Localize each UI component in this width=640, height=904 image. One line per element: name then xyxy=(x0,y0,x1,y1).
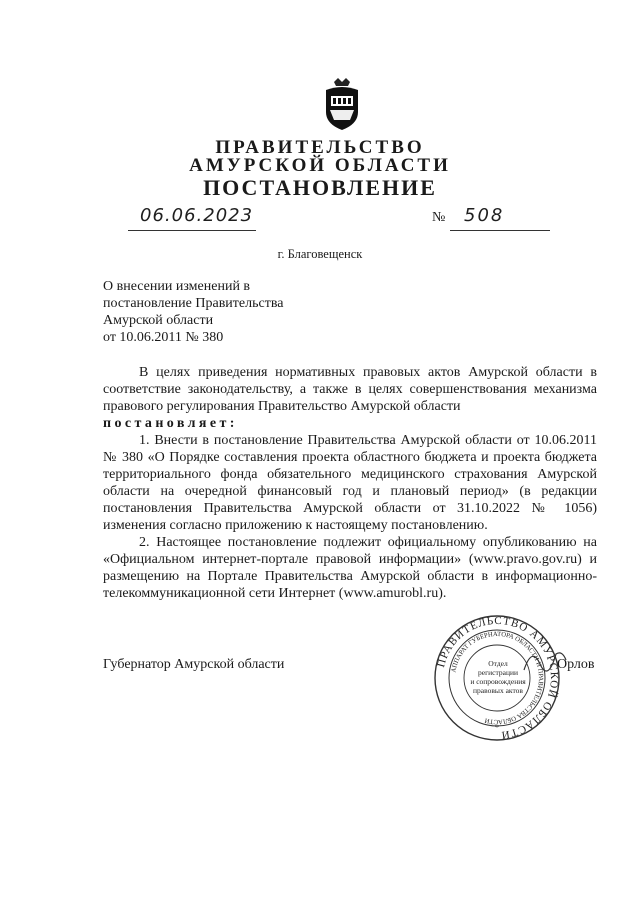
item-1-paragraph: 1. Внести в постановление Правительства Амурской области от 10.06.2011 № 380 «О Порядке составления проекта областного бюджета и проекта бюджета территориального фонда обязательного медицинского страхования Амурской области на очередной финансовый год и плановый период» (в редакции постановления Правительства Амурской области от 31.10.2022 № 1056) изменения согласно приложению к настоящему постановлению. xyxy=(103,433,597,533)
region-title: АМУРСКОЙ ОБЛАСТИ xyxy=(189,155,451,176)
document-number: 508 xyxy=(464,205,505,226)
number-sign: № xyxy=(432,210,446,225)
svg-text:*: * xyxy=(495,723,499,732)
signer-position: Губернатор Амурской области xyxy=(103,657,285,672)
city-line: г. Благовещенск xyxy=(277,247,363,261)
document-date: 06.06.2023 xyxy=(140,205,254,226)
stamp-center-text: Отдел регистрации и сопровождения правовых актов xyxy=(470,659,526,695)
stamp-inner-ring-text: АППАРАТ ГУБЕРНАТОРА ОБЛАСТИ И ПРАВИТЕЛЬСТВА ОБЛАСТИ xyxy=(450,630,545,726)
subject-line: от 10.06.2011 № 380 xyxy=(103,330,224,345)
item-2-paragraph: 2. Настоящее постановление подлежит официальному опубликованию на «Официальном интернет-портале правовой информации» (www.pravo.gov.ru) и размещению на Портале Правительства Амурской области в информационно-телекоммуникационной сети Интернет (www.amurobl.ru). xyxy=(103,535,597,601)
subject-line: Амурской области xyxy=(103,313,214,328)
date-underline xyxy=(128,230,256,231)
stamp-ring-text: ПРАВИТЕЛЬСТВО АМУРСКОЙ ОБЛАСТИ xyxy=(435,614,561,741)
subject-line: постановление Правительства xyxy=(103,296,284,311)
document-type: ПОСТАНОВЛЕНИЕ xyxy=(203,175,437,200)
preamble-paragraph: В целях приведения нормативных правовых актов Амурской области в соответствие законодательству, а также в целях совершенствования механизма правового регулирования Правительство Амурской области xyxy=(103,365,597,414)
document-subject xyxy=(103,278,283,346)
signer-name: Орлов xyxy=(557,657,595,672)
document-body xyxy=(103,364,597,602)
coat-of-arms-icon xyxy=(320,76,364,132)
subject-line: О внесении изменений в xyxy=(103,279,251,294)
government-title: ПРАВИТЕЛЬСТВО xyxy=(215,137,425,158)
number-underline xyxy=(450,230,550,231)
decides-word: постановляет: xyxy=(103,416,238,431)
